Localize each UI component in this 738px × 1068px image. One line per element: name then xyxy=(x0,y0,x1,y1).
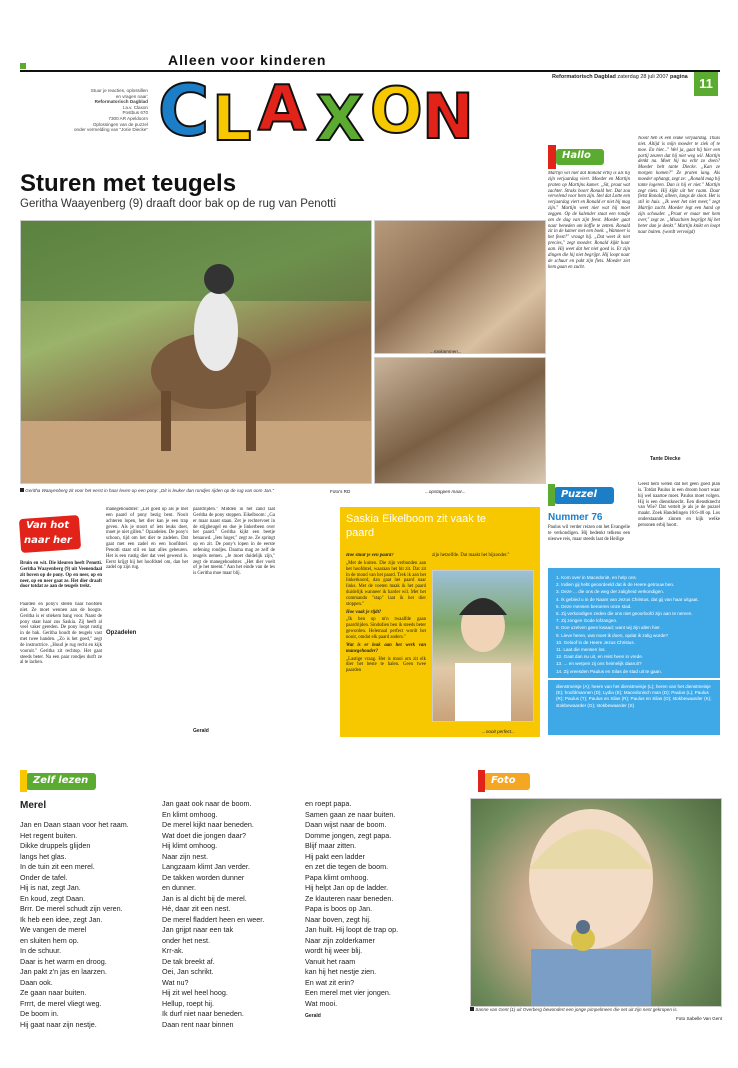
story-line: en zet die tegen de boom. xyxy=(305,862,389,871)
saskia-q3: Wat is er leuk aan het werk van manegehouder? xyxy=(346,642,426,654)
address-line: Oplossingen van de puzzel xyxy=(92,121,148,127)
story-line: langs het glas. xyxy=(20,851,67,861)
header-green-mark xyxy=(20,63,26,69)
photo-saddling xyxy=(374,357,546,484)
story-line: De merel fladdert heen en weer. xyxy=(162,914,265,924)
vanhot-badge-line1: Van hot xyxy=(26,520,70,531)
story-line: Langzaam klimt Jan verder. xyxy=(162,862,250,871)
hallo-badge-flag xyxy=(548,145,556,169)
logo-letter-n: N xyxy=(422,80,474,153)
address-line: Stuur je reacties, oplossillen xyxy=(90,88,148,93)
zelflezen-badge-flag xyxy=(20,770,27,792)
hallo-badge xyxy=(548,145,608,169)
foto-badge-label: Foto xyxy=(491,775,516,786)
story-line: Ze klauteren naar beneden. xyxy=(305,893,394,903)
pony-rider-illustration xyxy=(21,221,371,483)
caption-square xyxy=(470,1007,474,1011)
story-line: De merel kijkt naar beneden. xyxy=(162,820,254,829)
story-line: Samen gaan ze naar buiten. xyxy=(305,809,396,819)
issue-date: zaterdag 28 juli 2007 xyxy=(617,74,669,80)
claxon-logo xyxy=(150,68,490,158)
story-line: Hellup, roept hij. xyxy=(162,998,214,1008)
hallo-author: Tante Diecke xyxy=(650,456,681,462)
story-line: Hij helpt Jan op de ladder. xyxy=(305,883,389,892)
foto-caption-text: Sanne van Gent (1) uit Overberg bewondert een jonge pimpelmees die net uit zijn nest gekropen is. xyxy=(475,1007,678,1012)
photo-child-with-bird xyxy=(470,798,722,1007)
puzzel-badge xyxy=(548,484,618,508)
saskia-q1: Hoe stuur je een paard? xyxy=(346,553,394,558)
page-number-badge: 11 xyxy=(694,72,718,96)
address-line: onder vermelding van "Jorie Diecke" xyxy=(74,127,148,133)
foto-badge-flag xyxy=(478,770,485,792)
puzzel-clue: 4. Ik gebied u in de Naam van Jezus Christus, dat gij van haar uitgaat. xyxy=(556,596,699,602)
puzzel-clue: 12. Gaat dan nu uit, en reist heen in vrede. xyxy=(556,654,644,660)
puzzel-clue: 5. Deze mensen beroeren onze stad. xyxy=(556,603,632,609)
caption-main-text: Geritha Waayenberg zit voor het eerst in haar leven op een pony: „Dit is leuker dan rondjes rijden op de rug van oom Jan." xyxy=(25,488,275,493)
story-line: In de schuur. xyxy=(20,946,62,955)
page-label: pagina xyxy=(670,74,688,80)
address-line: Reformatorisch Dagblad xyxy=(94,99,148,105)
photo-credit: Foto's RD xyxy=(330,489,351,494)
story-line: en dunner. xyxy=(162,883,196,892)
story-line: Krr-ak. xyxy=(162,946,184,955)
story-line: Daan wijst naar de boom. xyxy=(305,820,387,829)
story-line: De tak breekt af. xyxy=(162,956,215,966)
story-line: Brrr. De merel schudt zijn veren. xyxy=(20,904,123,913)
header-subtitle: Alleen voor kinderen xyxy=(168,52,327,68)
puzzel-answer-box xyxy=(548,680,720,735)
vanhot-col-2 xyxy=(106,507,188,734)
story-line: In de tuin zit een merel. xyxy=(20,862,95,871)
puzzel-clue: 13. ... en werpen zij ons heimelijk daaruit? xyxy=(556,661,642,667)
photo-grooming xyxy=(374,220,546,354)
story-line: Jan en Daan staan voor het raam. xyxy=(20,820,129,829)
saskia-q2: Hoe vaak je rijdt? xyxy=(346,609,382,615)
zelflezen-author: Gerald xyxy=(305,1013,321,1019)
address-line: en vragen naar: xyxy=(115,93,148,99)
caption-mounting: ...opstappen maar... xyxy=(425,489,466,494)
story-line: Jan huilt. Hij loopt de trap op. xyxy=(305,925,399,934)
story-line: Naar zijn zolderkamer xyxy=(305,935,375,945)
photo-girl-on-pony xyxy=(20,220,372,484)
puzzel-clue: 11. Laat die mensen los. xyxy=(556,647,606,653)
puzzel-badge-label: Puzzel xyxy=(561,489,597,500)
address-line: t.a.v. Claxon xyxy=(122,104,148,110)
logo-letter-o: O xyxy=(370,74,423,147)
logo-letter-l: L xyxy=(212,82,252,155)
story-line: Oei, Jan schrikt. xyxy=(162,967,214,976)
vanhot-badge-line2: naar her xyxy=(24,535,72,546)
story-line: Ik durf niet naar beneden. xyxy=(162,1009,244,1018)
vanhot-intro: Bruin en wit. Die kleuren heeft Penotti. Geritha Waayenberg (9) uit Veenendaal zit boven op de pony. Op en neer, op en neer, op en neer gaat ze. Het dier draaft door totdat ze aan de teugels trekt. xyxy=(20,561,102,590)
story-line: De takken worden dunner xyxy=(162,872,245,882)
story-line: Hij is nat, zegt Jan. xyxy=(20,883,81,892)
story-line: Wat mooi. xyxy=(305,998,338,1008)
puzzel-clue: 10. Geloof in de Heere Jezus Christus. xyxy=(556,639,635,645)
saskia-a3: „Lastige vraag. Het is mooi om zit elk dier het beste te halen. Geen twee paarden xyxy=(346,656,426,674)
story-line: Vanuit het raam xyxy=(305,956,356,966)
story-line: Domme jongen, zegt papa. xyxy=(305,830,392,840)
foto-badge xyxy=(478,770,534,794)
puzzel-clue: 7. Zij zongen Gode lofzangen. xyxy=(556,618,618,624)
story-line: Papa klimt omhoog. xyxy=(305,872,369,882)
story-line: onder het nest. xyxy=(162,935,210,945)
vanhot-badge xyxy=(20,517,84,553)
story-line: De boom in. xyxy=(20,1009,59,1018)
story-line: Wat doet die jongen daar? xyxy=(162,830,247,840)
zelflezen-title: Merel xyxy=(20,800,47,811)
story-line: Daar is het warm en droog. xyxy=(20,956,107,966)
puzzel-title: Nummer 76 xyxy=(548,512,603,523)
photo-saskia-portrait xyxy=(432,570,534,722)
story-line: Jan gaat ook naar de boom. xyxy=(162,799,252,808)
caption-grooming: ...roskammen... xyxy=(430,349,462,354)
foto-caption xyxy=(470,1007,720,1012)
vanhot-col-2-text: manegehoudster: „Let goed op als je met een paard of pony bezig bent. Nooit achteren lopen, het dier kan je een trap geven. Als je stoort of iets leuks doet, moet je niet gillen." Opzadelen. De pony's schoon, tijd om het dier te zadelen. Dat gaat met een zadel en een hoofdstel. Penotti staat stil en laat alles gebeuren. Het is een rustig dier dat veel gewend is. Eerst krijgt hij het hoofdstel om, dan het zadel op zijn rug. xyxy=(106,507,188,571)
story-line: Naar zijn nest. xyxy=(162,851,208,861)
vanhot-col-2-heading: Opzadelen xyxy=(106,630,156,636)
address-block xyxy=(50,88,148,133)
saskia-caption: ...nooit perfect... xyxy=(482,729,515,734)
address-line: Postbus 670 xyxy=(122,110,148,116)
puzzel-clue: 2. Indien gij hebt geoordeeld dat ik de Heere getrouw ben. xyxy=(556,582,675,588)
puzzel-intro-left: Paulus wil verder reizen om het Evangelie te verkondigen. Hij bedenkt telkens een nieuwe reis, maar steeds laat de Heilige xyxy=(548,525,630,542)
story-line: En koud, zegt Daan. xyxy=(20,893,86,903)
story-line: Het regent buiten. xyxy=(20,830,78,840)
puzzel-badge-flag xyxy=(548,484,555,506)
caption-square xyxy=(20,488,24,492)
story-line: en roept papa. xyxy=(305,799,352,808)
story-line: Jan is al dicht bij de merel. xyxy=(162,893,247,903)
story-line: Papa is boos op Jan. xyxy=(305,904,373,913)
puzzel-clue: 6. Zij verkondigen zeden die ons niet geoorloofd zijn aan te nemen. xyxy=(556,611,693,617)
story-line: Frrrt, de merel vliegt weg. xyxy=(20,998,102,1008)
decorative-dot-row xyxy=(115,781,455,787)
newspaper-name: Reformatorisch Dagblad xyxy=(552,74,616,80)
story-col-1 xyxy=(20,820,155,1030)
puzzel-clue: 3. Deze ... die ons de weg der zaligheid verkondigen. xyxy=(556,589,665,595)
story-line: Hij gaat naar zijn nestje. xyxy=(20,1019,97,1029)
puzzel-answer-words: dienstmeisje (A); heere van het dienstmeisje (L); heren van het dienstmeisje (E); hoofdmannen (D); Lydia (E); Macedonisch man (D); Paulus (L); Paulus (R); Paulus (T); Paulus en Silas (R); Paulus en Silas (O); stokbewaarder (K); stokbewaarder (G); stokbewaarder (S) xyxy=(556,684,712,708)
saskia-continued: zijn hetzelfde. Dat maakt het bijzonder." xyxy=(432,553,510,558)
caption-main-photo xyxy=(20,488,320,493)
story-line: wordt hij weer blij. xyxy=(305,946,363,955)
hallo-col-1: Martijn wil niet dat Ronald erbij is als hij zijn verjaardag viert. Moeder en Martijn praten op Martijns kamer. „Sit, praat wat zachter. Straks hoort Ronald het. Dat zou vervelend voor hem zijn. Stel dat Lotte een verjaardag viert en Ronald er niet bij mag zijn." Martijn weet niet wat hij moet zeggen. Op de kalender staat een rondje om de dag van zijn feest. Moeder gaat naar beneden om koffie te zetten. Ronald zit in de kamer met een boek. „Wanneer is het feest?" vraagt hij. „Dat weet ik niet precies," zegt moeder. Ronald kijkt haar aan. Hij weet dat het niet goed is. Er zijn dingen die hij niet begrijpt. Hij loopt naar de schuur en pakt zijn fiets. Moeder ziet hem gaan en zucht. xyxy=(548,171,630,270)
zelflezen-badge-label: Zelf lezen xyxy=(33,775,89,786)
saskia-title: Saskia Eikelboom zit vaak te paard xyxy=(346,513,487,539)
story-line: Daan rent naar binnen xyxy=(162,1019,234,1029)
story-col-2 xyxy=(162,799,297,1030)
puzzel-clue: 8. Doe uzelven geen kwaad; want wij zijn allen hier. xyxy=(556,625,661,631)
story-line: Ze gaan naar buiten. xyxy=(20,988,87,997)
story-line: Hé, daar zit een nest. xyxy=(162,904,231,913)
logo-letter-c: C xyxy=(158,70,210,152)
vanhot-col-3: paardrijden." Midden in het zand laat Geritha de pony stoppen. Eikelboom: „Ga er maar naast staan. Zet je rechtervoet in de stijgbeugel en doe je linkerbeen over het paard." Geritha kijkt een beetje benauwd. „Iets hoger," zegt ze. Ze springt op en zit. De pony's lopen in de eerste oefening rondjes. Daarna mag ze zelf de teugels nemen. „Je moet duidelijk zijn," zegt de manegehoudster. „Het dier voelt of je het meent." Aan het einde van de les is Geritha moe maar blij. xyxy=(193,507,275,577)
vanhot-author: Gerald xyxy=(193,728,209,734)
story-line: Dikke druppels glijden xyxy=(20,841,91,850)
story-line: Jan grijpt naar een tak xyxy=(162,925,234,934)
story-col-3 xyxy=(305,799,445,1009)
story-line: Blijf maar zitten. xyxy=(305,841,357,850)
masthead-info xyxy=(552,74,688,80)
logo-letter-x: X xyxy=(316,82,364,155)
story-line: Jan pakt z'n jas en laarzen. xyxy=(20,967,107,976)
story-line: kan hij het nestje zien. xyxy=(305,967,377,976)
child-bird-illustration xyxy=(471,799,721,1006)
zelflezen-badge xyxy=(20,770,100,794)
saskia-col-1 xyxy=(346,553,426,735)
story-line: En wat zit erin? xyxy=(305,977,355,987)
hallo-col-2: Nooit heb ik een leuke verjaardag. Thuis niet. Altijd is mijn moeder te ziek of te moe. En hier..." Wel ja, gaat hij hier een partij zeuren dat hij niet weg wil. Martijn denkt na. Moet hij nu echt zo doen? Moeder belt tante Diecke. „Kan ze morgen komen?" Ze praten lang. Als moeder ophangt, zegt ze: „Ronald mag bij tante logeren. Dan is hij er niet." Martijn zegt niets. Hij kijkt uit het raam. Daar fietst Ronald, alleen, langs de sloot. Het is stil in huis. „Ik weet het niet meer," zegt Martijn zacht. Moeder legt een hand op zijn schouder. „Praat er maar met hem over," zegt ze. „Misschien begrijpt hij het beter dan je denkt." Martijn knikt en loopt naar buiten. (wordt vervolgd) xyxy=(638,136,720,235)
portrait-illustration xyxy=(433,571,533,721)
story-line: Onder de tafel. xyxy=(20,872,68,882)
saskia-a1: „Met de kuiten. Die zijn verbonden aan het hoofdstel, waaraan het bit zit. Dat zit in de mond van het paard. Trek ik aan het linkerkoord, dan gaat het paard naar links. Met de voeten maak ik het paard duidelijk wanneer ik harder wil. Met het commando "stap" laat ik het dier stoppen." xyxy=(346,560,426,607)
puzzel-clue: 14. Zij vreesden Paulus en Silas de stad uit te gaan. xyxy=(556,668,662,674)
page-title: Sturen met teugels xyxy=(20,170,237,197)
story-line: En klimt omhoog. xyxy=(162,809,218,819)
saskia-a2: „Ik ben op m'n twaalfde gaan paardrijden. Sindsdien ben ik steeds beter geworden. Helemaal perfect wordt het nooit, omdat elk paard anders." xyxy=(346,617,426,640)
hallo-badge-label: Hallo xyxy=(562,150,591,161)
story-line: Daan ook. xyxy=(20,977,53,987)
story-line: en sluiten hem op. xyxy=(20,935,79,945)
page-subtitle: Geritha Waayenberg (9) draaft door bak op de rug van Penotti xyxy=(20,198,337,210)
foto-credit: Foto Sabelle Van Gent xyxy=(676,1016,723,1021)
story-line: We vangen de merel xyxy=(20,925,87,934)
puzzel-clue: 9. Lieve heren, wat moet ik doen, opdat ik zalig worde? xyxy=(556,632,669,638)
puzzel-clue-box xyxy=(548,568,720,678)
address-line: 7300 AR Apeldoorn xyxy=(108,115,148,121)
vanhot-col-1: Paarden en pony's stelen haar hoofden niet. Ze moet wennen aan de hoogte. Geritha is er stiekem bang voor. Naast de pony staat haar zus Saskia. Zij heeft al veel vaker gereden. De pony loopt rustig in de bak. Geritha houdt de teugels vast met twee handen. „Zo is het goed," zegt de instructrice. „Houd je rug recht en kijk vooruit." Geritha zit rechtop. Het gaat steeds beter. Na een paar rondjes durft ze al te lachen. xyxy=(20,602,102,666)
story-line: Hij zit wel heel hoog. xyxy=(162,988,228,997)
story-line: Hij klimt omhoog. xyxy=(162,841,218,850)
story-line: Wat nu? xyxy=(162,977,189,987)
story-line: Een merel met vier jongen. xyxy=(305,988,391,997)
story-line: Hij pakt een ladder xyxy=(305,851,365,861)
puzzel-clue: 1. Kom over in Macedonië, en help ons. xyxy=(556,575,637,580)
story-line: Ik heb een idee, zegt Jan. xyxy=(20,914,103,924)
puzzel-intro-right: Geest hem weten dat het geen goed plan is. Totdat Paulus in een droom hoort waar hij wel naartoe moet. Paulus moet volgen. Hij is een dienstknecht. Een dienstknecht van Wie? Dat vertelt je als je de puzzel maakt. Zoek Handelingen 16:6-40 op. Los onderstaande zinnen en kijk welke personen erbij hoort. xyxy=(638,482,720,528)
logo-letter-a: A xyxy=(258,72,306,145)
story-line: Naar boven, zegt hij. xyxy=(305,914,371,924)
